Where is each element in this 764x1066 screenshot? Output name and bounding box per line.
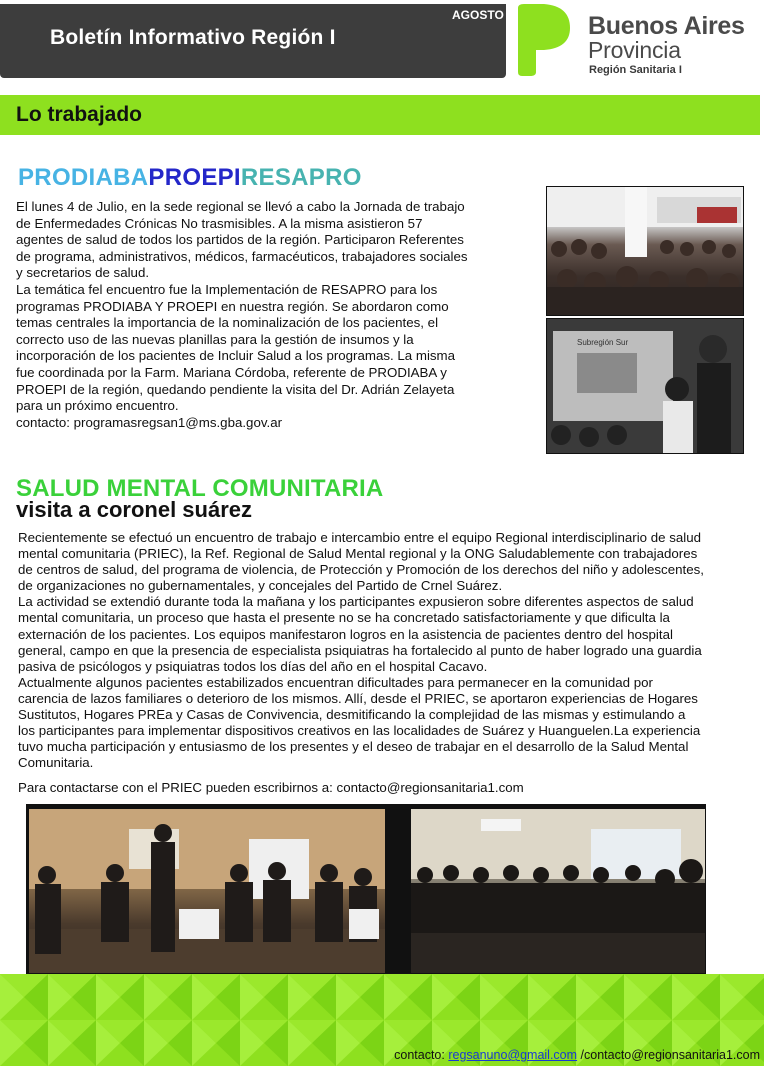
footer-gmail-link[interactable]: regsanuno@gmail.com — [448, 1048, 578, 1062]
slide-label: Subregión Sur — [577, 338, 629, 347]
presentation-scene-icon — [547, 319, 743, 453]
presentation-photo — [546, 318, 744, 454]
priec-contact: Para contactarse con el PRIEC pueden escribirnos a: contacto@regionsanitaria1.com — [18, 780, 524, 795]
section-bar-label: Lo trabajado — [16, 103, 143, 126]
meeting-room-photo — [546, 186, 744, 316]
heading-prodiaba: PRODIABA — [18, 164, 149, 191]
section-bar — [0, 95, 760, 135]
programs-heading — [18, 164, 362, 192]
header-banner — [0, 4, 506, 78]
workshop-photo-right — [410, 808, 706, 974]
footer-contact-prefix: contacto: — [394, 1048, 449, 1062]
footer-contact-second: /contacto@regionsanitaria1.com — [577, 1048, 760, 1062]
bulletin-title: Boletín Informativo Región I — [50, 26, 336, 49]
workshop-scene-right-icon — [411, 809, 705, 973]
programs-article — [16, 199, 541, 431]
footer-band — [0, 974, 764, 1066]
brand-line-3: Región Sanitaria I — [589, 64, 682, 76]
footer-contact — [394, 1048, 760, 1062]
brand-line-1: Buenos Aires — [588, 12, 745, 40]
mental-health-article — [18, 530, 748, 771]
heading-proepi: PROEPI — [148, 164, 241, 191]
issue-month: AGOSTO — [452, 8, 504, 22]
mental-health-subheading: visita a coronel suárez — [16, 497, 252, 522]
programs-paragraph: El lunes 4 de Julio, en la sede regional se llevó a cabo la Jornada de trabajo de Enfermedades Crónicas No trasmisibles. A la misma asistieron 57 agentes de salud de todos los partidos de la región. Participaron Referentes de programa, administrativos, médicos, farmacéuticos, trabajadores sociales y secretarios de salud. La temática fel encuentro fue la Implementación de RESAPRO para los programas PRODIABA Y PROEPI en nuestra región. Se abordaron como temas centrales la importancia de la nominalización de los pacientes, el correcto uso de las nuevas planillas para la gestión de insumos y la incorporación de los pacientes de Incluir Salud a los programas. La misma fue coordinada por la Farm. Mariana Córdoba, referente de PRODIABA y PROEPI de la región, quedando pendiente la visita del Dr. Adrián Zelayeta para un próximo encuentro. contacto: programasregsan1@ms.gba.gov.ar — [16, 199, 468, 430]
workshop-scene-left-icon — [29, 809, 385, 973]
province-logo-icon — [514, 2, 572, 78]
brand-line-2: Provincia — [588, 37, 681, 63]
workshop-photo-left — [28, 808, 386, 974]
mental-health-heading: SALUD MENTAL COMUNITARIA — [16, 475, 384, 502]
mental-health-paragraph: Recientemente se efectuó un encuentro de trabajo e intercambio entre el equipo Regional interdisciplinario de salud mental comunitaria (PRIEC), la Ref. Regional de Salud Mental regional y la ONG Saludablemente con trabajadores de centros de salud, del programa de violencia, de Protección y Promoción de los derechos del niño y adolescentes, de organizaciones no gubernamentales, y concejales del Partido de Crnel Suárez. La actividad se extendió durante toda la mañana y los participantes expusieron sobre diferentes aspectos de salud mental comunitaria, un proceso que hasta el presente no se ha concretado satisfactoriamente y que dificulta la externación de los pacientes. Los equipos manifestaron logros en la asistencia de pacientes dentro del hospital general, campo en que la presencia de especialista psiquiatras ha fortalecido al punto de haber logrado una guardia pasiva de psicólogos y psiquiatras todos los días del año en el hospital Cacavo. Actualmente algunos pacientes estabilizados encuentran dificultades para permanecer en la comunidad por carencia de lazos familiares o deterioro de los mismos. Allí, desde el PRIEC, se aportaron experiencias de Hogares Sustitutos, Hogares PREa y Casas de Convivencia, desmitificando la complejidad de las mismas y estimulando a los participantes para implementar dispositivos creativos en las localidades de Suárez y Huanguelen.La experiencia tuvo mucha participación y entusiasmo de los presentes y el deseo de trabajar en el desarrollo de la Salud Mental Comunitaria. — [18, 530, 704, 771]
heading-resapro: RESAPRO — [240, 164, 362, 191]
meeting-room-scene-icon — [547, 187, 743, 315]
